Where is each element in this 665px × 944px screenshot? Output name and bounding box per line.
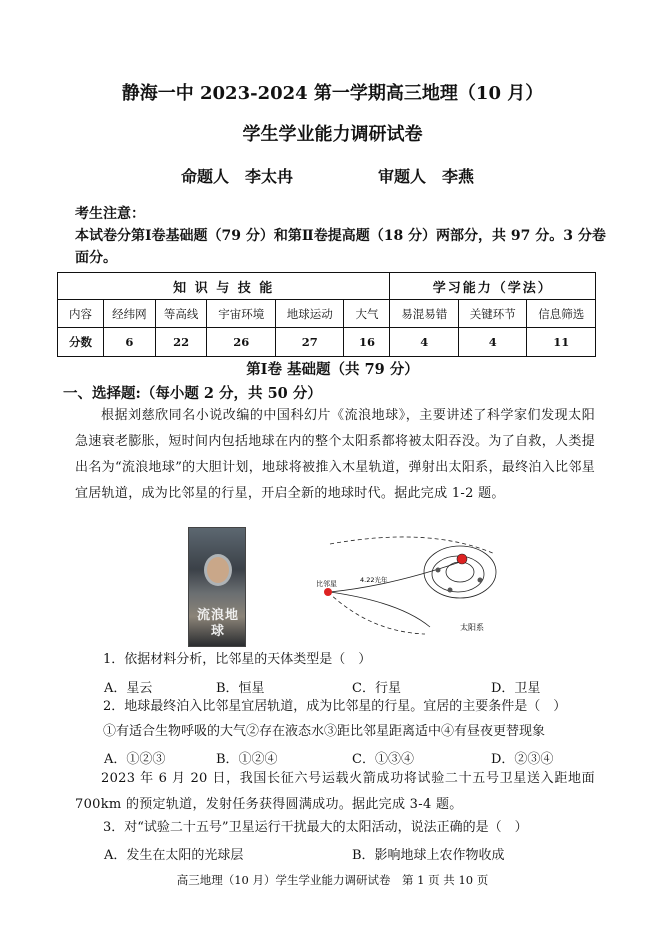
- q1-option-b[interactable]: B．恒星: [216, 681, 265, 696]
- trajectory-line: [330, 592, 430, 627]
- table-score-cell: 22: [155, 328, 207, 357]
- table-header-cell: 大气: [344, 300, 390, 328]
- page-footer: 高三地理（10 月）学生学业能力调研试卷 第 1 页 共 10 页: [176, 873, 489, 887]
- passage-satellite-launch: 2023 年 6 月 20 日，我国长征六号运载火箭成功将试验二十五号卫星送入距地面 700km 的预定轨道，发射任务获得圆满成功。据此完成 3-4 题。: [75, 771, 595, 812]
- table-score-cell: 11: [527, 328, 596, 357]
- part1-title: 第Ⅰ卷 基础题（共 79 分）: [246, 361, 419, 378]
- q2-conditions: ①有适合生物呼吸的大气②存在液态水③距比邻星距离适中④有昼夜更替现象: [103, 724, 546, 739]
- exam-title: 静海一中 2023-2024 第一学期高三地理（10 月）: [121, 83, 544, 104]
- dashed-arc: [328, 592, 425, 634]
- passage-wandering-earth: 根据刘慈欣同名小说改编的中国科幻片《流浪地球》，主要讲述了科学家们发现太阳急速衰老膨胀，短时间内包括地球在内的整个太阳系都将被太阳吞没。为了自救，人类提出名为“流浪地球”的大胆计划，地球将被推入木星轨道，弹射出太阳系，最终泊入比邻星宜居轨道，成为比邻星的行星，开启全新的地球时代。据此完成 1-2 题。: [75, 408, 595, 501]
- group-header-knowledge: 知 识 与 技 能: [58, 273, 390, 300]
- reviewer: 审题人 李燕: [378, 167, 475, 186]
- q3-stem: 3．对“试验二十五号”卫星运行干扰最大的太阳活动，说法正确的是（ ）: [103, 820, 528, 835]
- table-header-cell: 等高线: [155, 300, 207, 328]
- notice-text: 本试卷分第Ⅰ卷基础题（79 分）和第Ⅱ卷提高题（18 分）两部分，共 97 分。3 分卷面分。: [75, 228, 606, 266]
- table-score-cell: 4: [390, 328, 459, 357]
- group-header-ability: 学习能力（学法）: [390, 273, 596, 300]
- proxima-star-icon: [324, 588, 332, 596]
- q3-option-a[interactable]: A．发生在太阳的光球层: [104, 848, 244, 863]
- table-score-cell: 26: [207, 328, 276, 357]
- table-score-cell: 27: [275, 328, 344, 357]
- orbit-ellipse: [424, 546, 496, 598]
- question-setter: 命题人 李太冉: [181, 167, 294, 186]
- notice-label: 考生注意：: [75, 206, 145, 222]
- q1-option-d[interactable]: D．卫星: [491, 681, 541, 696]
- dashed-arc: [330, 537, 495, 554]
- table-header-cell: 信息筛选: [527, 300, 596, 328]
- q2-option-a[interactable]: A．①②③: [104, 752, 166, 767]
- label-proxima: 比邻星: [316, 580, 337, 588]
- table-score-cell: 4: [458, 328, 527, 357]
- q1-stem: 1．依据材料分析，比邻星的天体类型是（ ）: [103, 652, 372, 667]
- movie-poster-image: [188, 527, 246, 647]
- label-solar-system: 太阳系: [460, 623, 484, 632]
- table-header-cell: 关键环节: [458, 300, 527, 328]
- planet-icon: [448, 588, 453, 593]
- exam-subtitle: 学生学业能力调研试卷: [242, 124, 423, 145]
- planet-icon: [478, 578, 483, 583]
- table-header-cell: 地球运动: [275, 300, 344, 328]
- q2-option-d[interactable]: D．②③④: [491, 752, 554, 767]
- q2-option-c[interactable]: C．①③④: [352, 752, 414, 767]
- q2-option-b[interactable]: B．①②④: [216, 752, 278, 767]
- row-label-score: 分数: [58, 328, 104, 357]
- q1-option-c[interactable]: C．行星: [352, 681, 401, 696]
- table-header-cell: 宇宙环境: [207, 300, 276, 328]
- q3-option-b[interactable]: B．影响地球上农作物收成: [352, 848, 505, 863]
- planet-icon: [436, 568, 441, 573]
- sun-icon: [457, 554, 467, 564]
- q2-stem: 2．地球最终泊入比邻星宜居轨道，成为比邻星的行星。宜居的主要条件是（ ）: [103, 699, 567, 714]
- table-header-cell: 易混易错: [390, 300, 459, 328]
- row-label-content: 内容: [58, 300, 104, 328]
- score-distribution-table: [57, 272, 596, 357]
- table-score-cell: 16: [344, 328, 390, 357]
- label-distance: 4.22光年: [360, 576, 388, 584]
- table-header-cell: 经纬网: [104, 300, 156, 328]
- table-score-cell: 6: [104, 328, 156, 357]
- section1-title: 一、选择题:（每小题 2 分，共 50 分）: [63, 385, 322, 402]
- orbit-diagram: [310, 532, 510, 650]
- astronaut-helmet-icon: [204, 554, 232, 586]
- poster-title: 流浪地球: [196, 608, 239, 639]
- q1-option-a[interactable]: A．星云: [104, 681, 153, 696]
